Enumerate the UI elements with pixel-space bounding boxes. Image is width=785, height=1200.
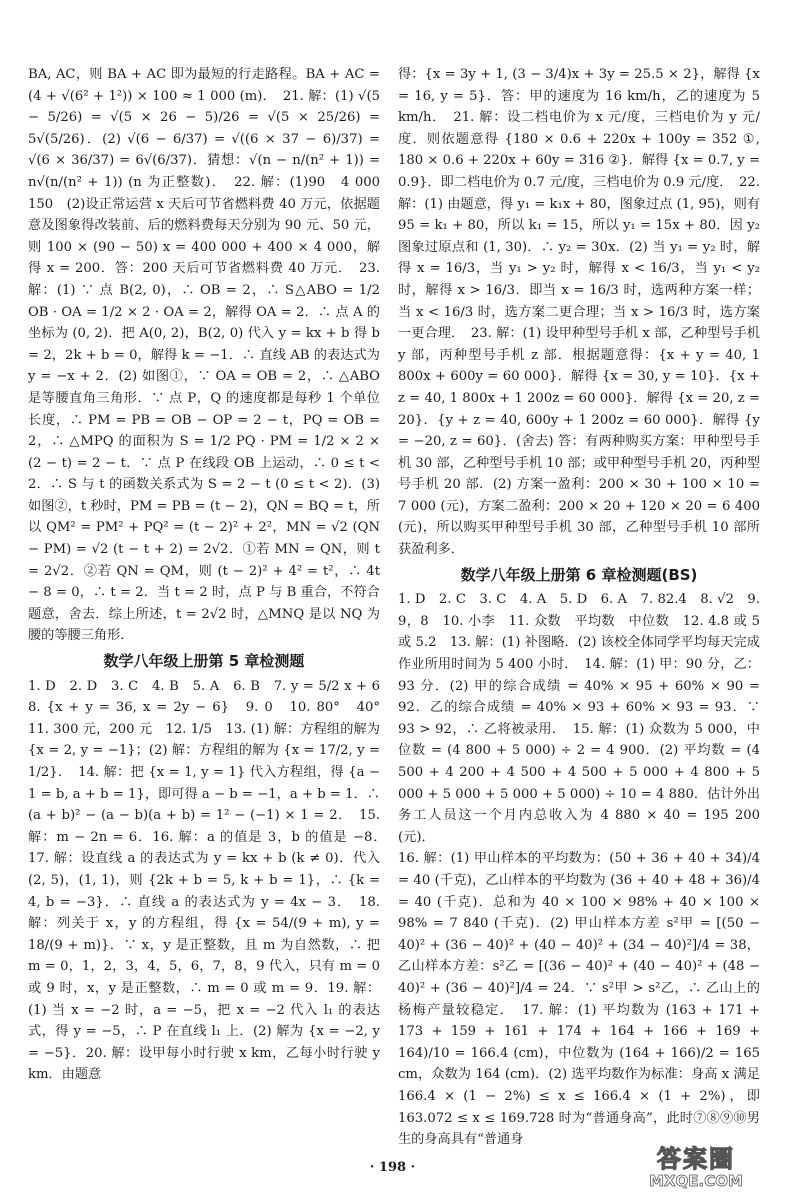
right-column xyxy=(398,64,760,1151)
answer-text-block: 1. D 2. D 3. C 4. B 5. A 6. B 7. y = 5/2 x + 6 8. {x + y = 36, x = 2y − 6} 9. 0 10. 80° 40° 11. 300 元，200 元 12. 1/5 13. (1) 解：方程组的解为 {x = 2, y = −1}；(2) 解：方程组的解为 {x = 17/2, y = 1/2}． 14. 解：把 {x = 1, y = 1} 代入方程组，得 {a − 1 = b, a + b = 1}，即可得 a − b = −1，a + b = 1．∴ (a + b)² − (a − b)(a + b) = 1² − (−1) × 1 = 2． 15. 解：m − 2n = 6．16. 解：a 的值是 3，b 的值是 −8． 17. 解：设直线 a 的表达式为 y = kx + b (k ≠ 0)．代入 (2, 5)，(1, 1)，则 {2k + b = 5, k + b = 1}，∴ {k = 4, b = −3}．∴ 直线 a 的表达式为 y = 4x − 3． 18. 解：列关于 x，y 的方程组，得 {x = 54/(9 + m), y = 18/(9 + m)}．∵ x，y 是正整数，且 m 为自然数，∴ 把 m = 0，1，2，3，4，5，6，7，8，9 代入，只有 m = 0 或 9 时，x，y 是正整数，∴ m = 0 或 m = 9．19. 解：(1) 当 x = −2 时，a = −5，把 x = −2 代入 l₁ 的表达式，得 y = −5，∴ P 在直线 l₁ 上．(2) 解为 {x = −2, y = −5}．20. 解：设甲每小时行驶 x km，乙每小时行驶 y km．由题意 xyxy=(28,678,394,1083)
page-number: · 198 · xyxy=(369,1160,416,1175)
section-title-chapter-6: 数学八年级上册第 6 章检测题(BS) xyxy=(460,565,698,584)
answer-text-block: 得：{x = 3y + 1, (3 − 3/4)x + 3y = 25.5 × 2}，解得 {x = 16, y = 5}．答：甲的速度为 16 km/h，乙的速度为 5 km/h． 21. 解：设二档电价为 x 元/度，三档电价为 y 元/度．则依题意得 {180 × 0.6 + 220x + 100y = 352 ①, 180 × 0.6 + 220x + 60y = 316 ②}．解得 {x = 0.7, y = 0.9}．即二档电价为 0.7 元/度，三档电价为 0.9 元/度． 22. 解：(1) 由题意，得 y₁ = k₁x + 80，图象过点 (1, 95)，则有 95 = k₁ + 80，所以 k₁ = 15，所以 y₁ = 15x + 80．因 y₂ 图象过原点和 (1, 30)．∴ y₂ = 30x．(2) 当 y₁ = y₂ 时，解得 x = 16/3，当 y₁ > y₂ 时，解得 x < 16/3，当 y₁ < y₂ 时，解得 x > 16/3．即当 x = 16/3 时，选两种方案一样；当 x < 16/3 时，选方案二更合理；当 x > 16/3 时，选方案一更合理． 23. 解：(1) 设甲种型号手机 x 部，乙种型号手机 y 部，丙种型号手机 z 部．根据题意得：{x + y = 40, 1 800x + 600y = 60 000}．解得 {x = 30, y = 10}．{x + z = 40, 1 800x + 1 200z = 60 000}．解得 {x = 20, z = 20}．{y + z = 40, 600y + 1 200z = 60 000}．解得 {y = −20, z = 60}．(舍去) 答：有两种购买方案：甲种型号手机 30 部，乙种型号手机 10 部；或甲种型号手机 20，丙种型号手机 20 部．(2) 方案一盈利：200 × 30 + 100 × 10 = 7 000 (元)，方案二盈利：200 × 20 + 120 × 20 = 6 400 (元)，所以购买甲种型号手机 30 部，乙种型号手机 10 部所获盈利多． xyxy=(398,67,761,558)
left-column xyxy=(28,64,394,1086)
answer-text-block: BA, AC，则 BA + AC 即为最短的行走路程。BA + AC = (4 + √(6² + 1²)) × 100 ≈ 1 000 (m)． 21. 解：(1) √(5 − 5/26) = √(5 × 26 − 5)/26 = √(5 × 25/26) = 5√(5/26)．(2) √(6 − 6/37) = √((6 × 37 − 6)/37) = √(6 × 36/37) = 6√(6/37)．猜想：√(n − n/(n² + 1)) = n√(n/(n² + 1)) (n 为正整数)． 22. 解：(1)90 4 000 150 (2)设正常运营 x 天后可节省燃料费 40 万元，依据题意及图象得改装前、后的燃料费每天分别为 90 元、50 元，则 100 × (90 − 50) x = 400 000 + 400 × 4 000，解得 x = 200．答：200 天后可节省燃料费 40 万元． 23. 解：(1) ∵ 点 B(2, 0)，∴ OB = 2，∴ S△ABO = 1/2 OB · OA = 1/2 × 2 · OA = 2，解得 OA = 2．∴ 点 A 的坐标为 (0, 2)．把 A(0, 2)，B(2, 0) 代入 y = kx + b 得 b = 2，2k + b = 0，解得 k = −1．∴ 直线 AB 的表达式为 y = −x + 2．(2) 如图①，∵ OA = OB = 2，∴ △ABO 是等腰直角三角形．∵ 点 P，Q 的速度都是每秒 1 个单位长度，∴ PM = PB = OB − OP = 2 − t，PQ = OB = 2，∴ △MPQ 的面积为 S = 1/2 PQ · PM = 1/2 × 2 × (2 − t) = 2 − t．∵ 点 P 在线段 OB 上运动，∴ 0 ≤ t < 2．∴ S 与 t 的函数关系式为 S = 2 − t (0 ≤ t < 2)．(3) 如图②，t 秒时，PM = PB = (t − 2)，QN = BQ = t，所以 QM² = PM² + PQ² = (t − 2)² + 2²，MN = √2 (QN − PM) = √2 (t − t + 2) = 2√2．①若 MN = QN，则 t = 2√2．②若 QN = QM，则 (t − 2)² + 4² = t²，∴ 4t − 8 = 0，∴ t = 2．当 t = 2 时，点 P 与 B 重合，不符合题意，舍去．综上所述，t = 2√2 时，△MNQ 是以 NQ 为腰的等腰三角形． xyxy=(28,67,394,644)
section-title-chapter-5: 数学八年级上册第 5 章检测题 xyxy=(103,652,305,671)
answer-text-block: 16. 解：(1) 甲山样本的平均数为：(50 + 36 + 40 + 34)/4 = 40 (千克)，乙山样本的平均数为 (36 + 40 + 48 + 36)/4 = 40 (千克)．总和为 40 × 100 × 98% + 40 × 100 × 98% = 7 840 (千克)．(2) 甲山样本方差 s²甲 = [(50 − 40)² + (36 − 40)² + (40 − 40)² + (34 − 40)²]/4 = 38，乙山样本方差：s²乙 = [(36 − 40)² + (40 − 40)² + (48 − 40)² + (36 − 40)²]/4 = 24．∵ s²甲 > s²乙，∴ 乙山上的杨梅产量较稳定． 17. 解：(1) 平均数为 (163 + 171 + 173 + 159 + 161 + 174 + 164 + 166 + 169 + 164)/10 = 166.4 (cm)，中位数为 (164 + 166)/2 = 165 cm，众数为 164 (cm)．(2) 选平均数作为标准：身高 x 满足 166.4 × (1 − 2%) ≤ x ≤ 166.4 × (1 + 2%)，即 163.072 ≤ x ≤ 169.728 时为“普通身高”，此时⑦⑧⑨⑩男生的身高具有“普通身 xyxy=(398,851,760,1148)
watermark-title: 答案圈 xyxy=(657,1145,735,1173)
answer-text-block: 1. D 2. C 3. C 4. A 5. D 6. A 7. 82.4 8. √2 9. 9，8 10. 小李 11. 众数 平均数 中位数 12. 4.8 或 5 或 5.2 13. 解：(1) 补图略．(2) 该校全体同学平均每天完成作业所用时间为 5 400 小时． 14. 解：(1) 甲：90 分，乙：93 分．(2) 甲的综合成绩 = 40% × 95 + 60% × 90 = 92．乙的综合成绩 = 40% × 93 + 60% × 93 = 93．∵ 93 > 92，∴ 乙将被录用． 15. 解：(1) 众数为 5 000，中位数 = (4 800 + 5 000) ÷ 2 = 4 900．(2) 平均数 = (4 500 + 4 200 + 4 500 + 4 500 + 5 000 + 4 800 + 5 000 + 5 000 + 5 000 + 5 000) ÷ 10 = 4 880．估计外出务工人员这一个月内总收入为 4 880 × 40 = 195 200 (元)． xyxy=(398,592,760,845)
watermark-url: MXQE.COM xyxy=(649,1172,743,1190)
watermark-logo xyxy=(621,1146,771,1192)
